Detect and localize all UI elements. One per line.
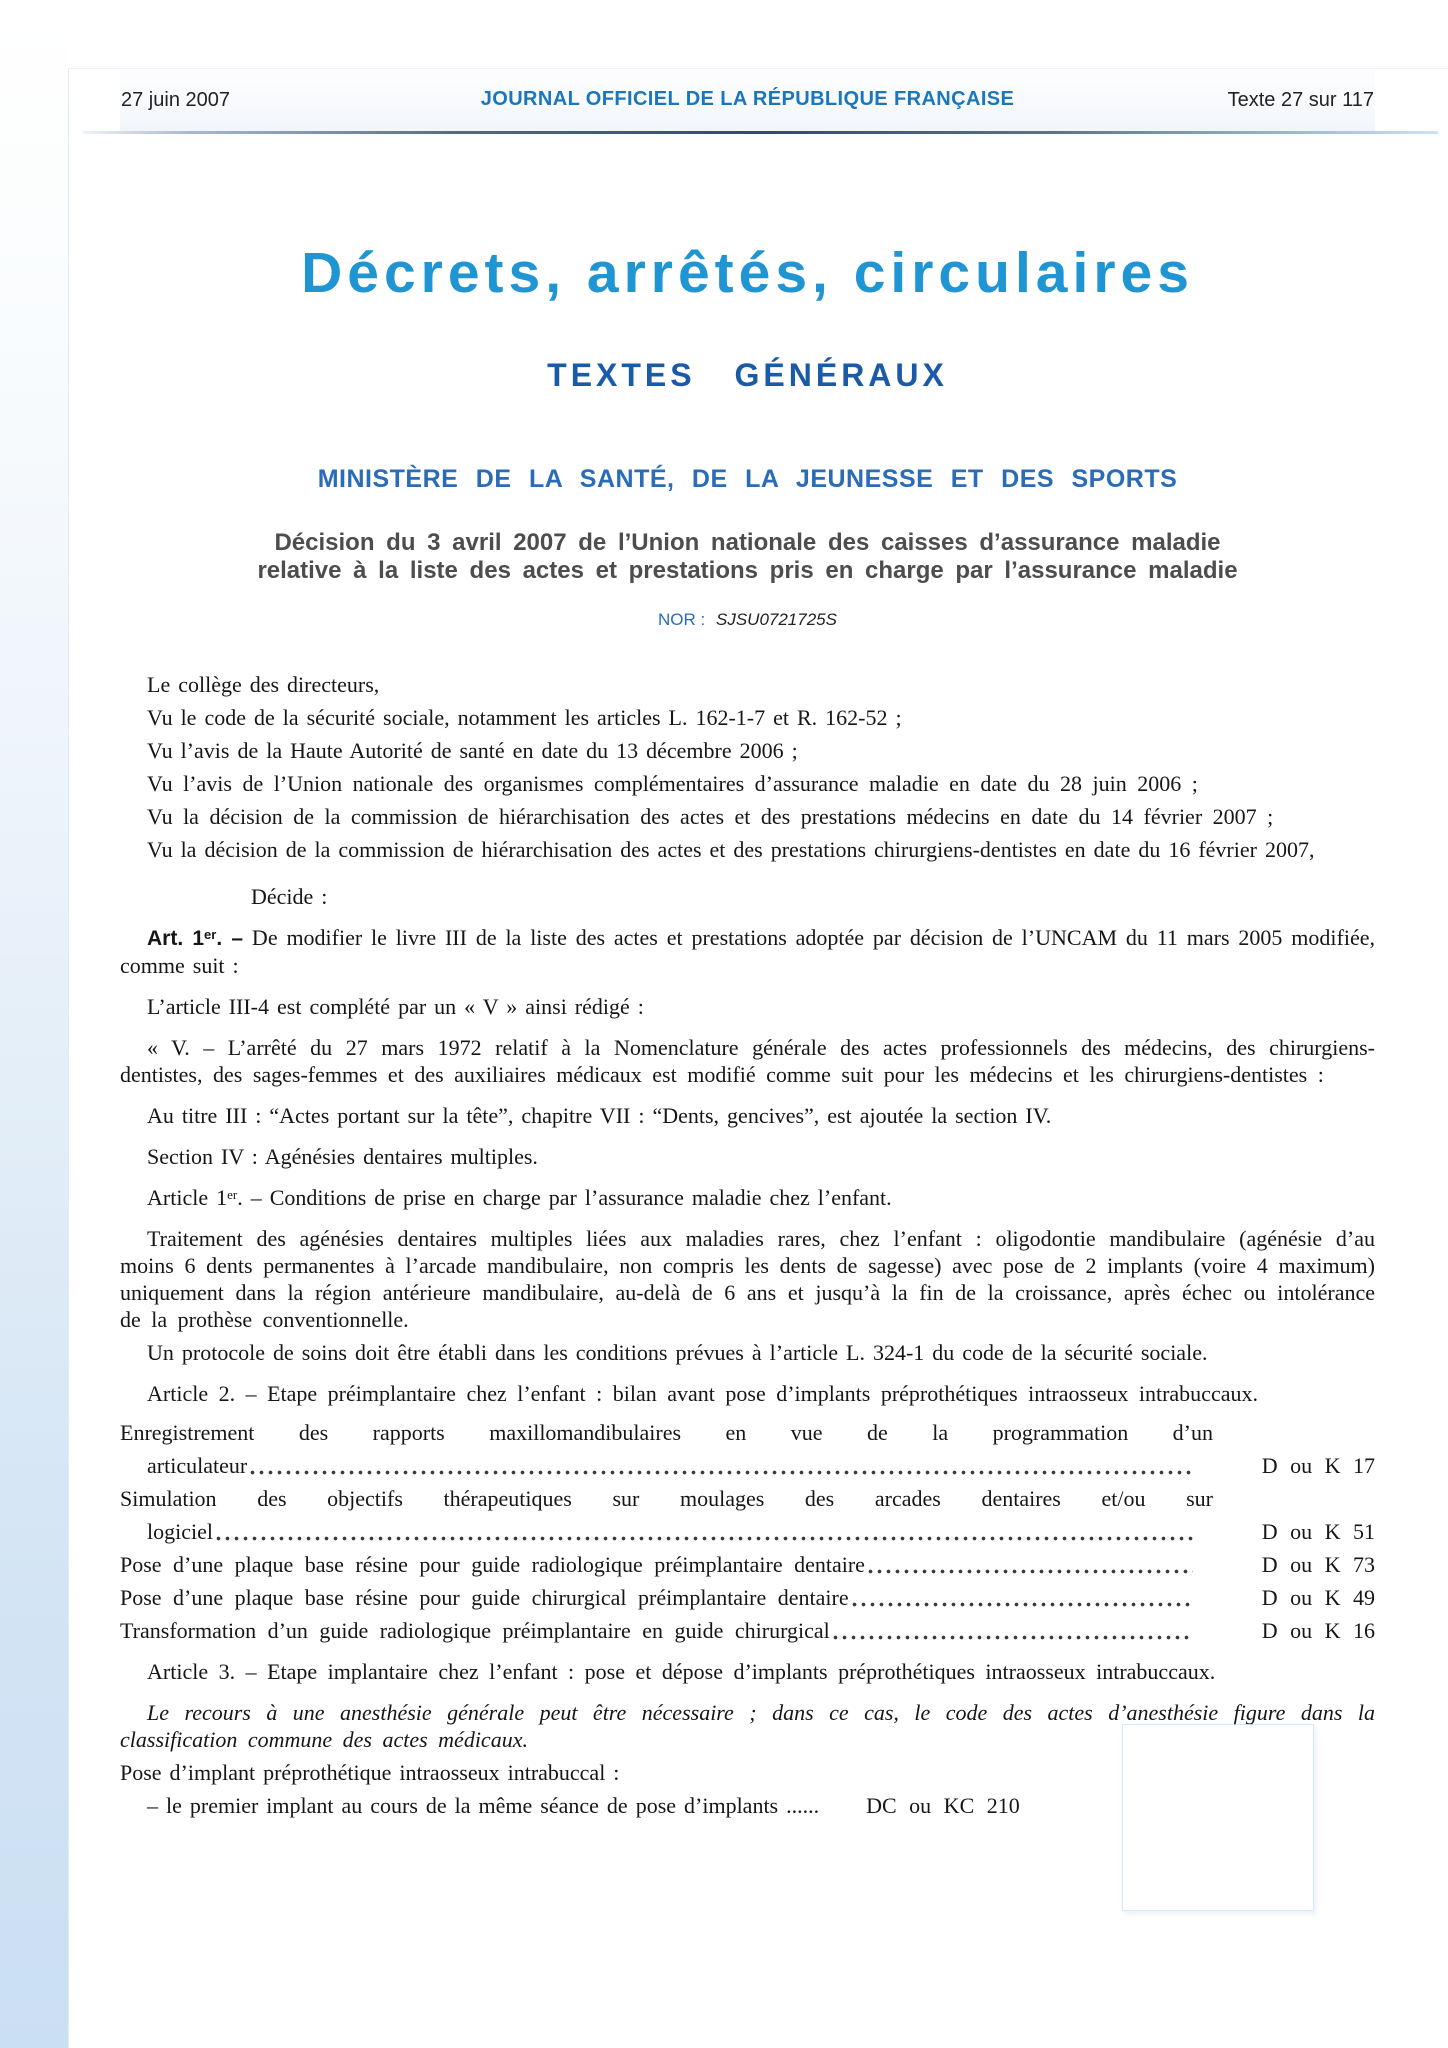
nor-line (120, 609, 1375, 631)
article3-label: Article 3. – (147, 1659, 257, 1684)
tariff-item-4-code: D ou K 49 (1261, 1585, 1375, 1610)
dot-leader (216, 1536, 1193, 1541)
tariff-item-3-row (120, 1551, 1375, 1578)
decide-line: Décide : (251, 884, 328, 909)
recital-2: Vu l’avis de la Haute Autorité de santé en date du 13 décembre 2006 ; (147, 738, 798, 763)
recital-1: Vu le code de la sécurité sociale, notamment les articles L. 162-1-7 et R. 162-52 ; (147, 705, 902, 730)
tariff-item-4-row (120, 1584, 1375, 1611)
dot-leader (868, 1569, 1193, 1574)
first-implant-code: DC ou KC 210 (866, 1793, 1020, 1818)
tariff-item-2-row (120, 1518, 1375, 1545)
decision-title (120, 529, 1375, 585)
nor-label: NOR : (658, 610, 706, 629)
dot-leader (250, 1470, 1193, 1475)
document-body (120, 671, 1375, 1819)
main-title: Décrets, arrêtés, circulaires (301, 241, 1194, 305)
paragraph-anesthesie-note: Le recours à une anesthésie générale peut être nécessaire ; dans ce cas, le code des actes d’anesthésie figure dans la classification commune des actes médicaux. (120, 1700, 1375, 1752)
recital-4: Vu la décision de la commission de hiérarchisation des actes et des prestations médecins en date du 14 février 2007 ; (147, 804, 1274, 829)
paragraph-first-implant (120, 1792, 1375, 1819)
tariff-item-1-label: articulateur (147, 1453, 248, 1478)
dot-leader (852, 1602, 1193, 1607)
tariff-item-4-label: Pose d’une plaque base résine pour guide chirurgical préimplantaire dentaire (120, 1585, 849, 1610)
article2-text: Etape préimplantaire chez l’enfant : bilan avant pose d’implants préprothétiques intraosseux intrabuccaux. (256, 1381, 1258, 1406)
ministry-title: MINISTÈRE DE LA SANTÉ, DE LA JEUNESSE ET DES SPORTS (317, 465, 1178, 493)
first-implant-text: – le premier implant au cours de la même séance de pose d’implants ...... (147, 1793, 820, 1818)
article1-label: Article 1er. – (147, 1185, 262, 1210)
article-art1 (120, 924, 1375, 979)
tariff-item-2-label: logiciel (147, 1519, 213, 1544)
header-journal-title: JOURNAL OFFICIEL DE LA RÉPUBLIQUE FRANÇAISE (480, 88, 1015, 110)
tariff-list (120, 1419, 1375, 1644)
art1-label: Art. 1er. – (147, 927, 244, 950)
tariff-item-1-line1: Enregistrement des rapports maxillomandibulaires en vue de la programmation d’un (120, 1420, 1213, 1445)
nor-code: SJSU0721725S (715, 610, 837, 629)
decision-title-line2: relative à la liste des actes et prestations pris en charge par l’assurance maladie (257, 557, 1238, 584)
section-title: TEXTES GÉNÉRAUX (547, 357, 948, 393)
tariff-item-2-line1: Simulation des objectifs thérapeutiques sur moulages des arcades dentaires et/ou sur (120, 1486, 1213, 1511)
recital-5: Vu la décision de la commission de hiérarchisation des actes et des prestations chirurgiens-dentistes en date du 16 février 2007, (147, 837, 1315, 862)
decision-title-line1: Décision du 3 avril 2007 de l’Union nationale des caisses d’assurance maladie (274, 529, 1221, 556)
paragraph-article1 (120, 1184, 1375, 1211)
paragraph-section-iv: Section IV : Agénésies dentaires multiples. (147, 1144, 538, 1169)
header-divider-rule (83, 131, 1438, 134)
paragraph-article-iii4: L’article III-4 est complété par un « V » ainsi rédigé : (147, 994, 644, 1019)
page-header (120, 69, 1375, 134)
article1-text: Conditions de prise en charge par l’assurance maladie chez l’enfant. (261, 1185, 892, 1210)
tariff-item-1-code: D ou K 17 (1261, 1453, 1375, 1478)
paragraph-titre-iii: Au titre III : “Actes portant sur la tête”, chapitre VII : “Dents, gencives”, est ajoutée la section IV. (147, 1103, 1052, 1128)
tariff-item-2-code: D ou K 51 (1261, 1519, 1375, 1544)
art1-text: De modifier le livre III de la liste des actes et prestations adoptée par décision de l’UNCAM du 11 mars 2005 modifiée, comme suit : (120, 925, 1375, 978)
tariff-item-3-code: D ou K 73 (1261, 1552, 1375, 1577)
journal-page (68, 68, 1448, 2048)
header-page-ref: Texte 27 sur 117 (1227, 89, 1374, 111)
paragraph-protocole: Un protocole de soins doit être établi dans les conditions prévues à l’article L. 324-1 du code de la sécurité sociale. (147, 1340, 1208, 1365)
tariff-item-5-label: Transformation d’un guide radiologique préimplantaire en guide chirurgical (120, 1618, 830, 1643)
paragraph-pose-implant-intro: Pose d’implant préprothétique intraosseux intrabuccal : (120, 1760, 620, 1785)
header-date: 27 juin 2007 (121, 89, 230, 111)
recital-3: Vu l’avis de l’Union nationale des organismes complémentaires d’assurance maladie en date du 28 juin 2006 ; (147, 771, 1198, 796)
article3-text: Etape implantaire chez l’enfant : pose et dépose d’implants préprothétiques intraosseux intrabuccaux. (256, 1659, 1216, 1684)
article2-label: Article 2. – (147, 1381, 257, 1406)
tariff-item-1-row (120, 1452, 1375, 1479)
paragraph-intro: Le collège des directeurs, (147, 672, 380, 697)
paragraph-traitement: Traitement des agénésies dentaires multiples liées aux maladies rares, chez l’enfant : oligodontie mandibulaire (agénésie d’au moins 6 dents permanentes à l’arcade mandibulaire, non compris les dents de sagesse) avec pose de 2 implants (voire 4 maximum) uniquement dans la région antérieure mandibulaire, au-delà de 6 ans et jusqu’à la fin de la croissance, après échec ou intolérance de la prothèse conventionnelle. (120, 1226, 1375, 1332)
paragraph-v: « V. – L’arrêté du 27 mars 1972 relatif à la Nomenclature générale des actes professionnels des médecins, des chirurgiens-dentistes, des sages-femmes et des auxiliaires médicaux est modifié comme suit pour les médecins et les chirurgiens-dentistes : (120, 1035, 1375, 1087)
dot-leader (833, 1635, 1193, 1640)
tariff-item-5-code: D ou K 16 (1261, 1618, 1375, 1643)
tariff-item-3-label: Pose d’une plaque base résine pour guide radiologique préimplantaire dentaire (120, 1552, 865, 1577)
paragraph-article3 (120, 1658, 1375, 1685)
paragraph-article2 (120, 1380, 1375, 1407)
tariff-item-5-row (120, 1617, 1375, 1644)
viewer-background-strip (0, 0, 68, 2048)
